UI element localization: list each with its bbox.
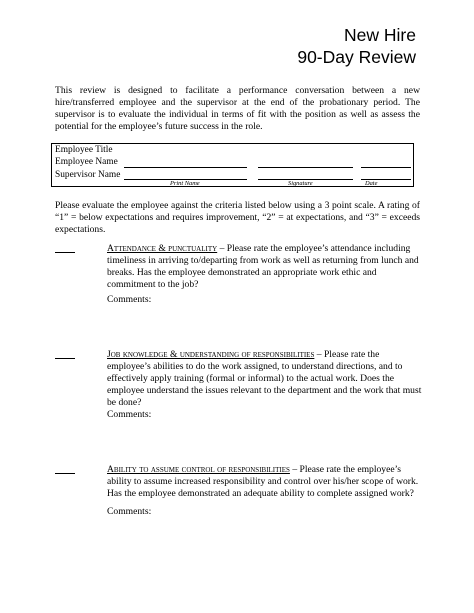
criterion-heading: Ability to assume control of responsibilities [107, 464, 290, 475]
document-title [297, 24, 416, 68]
print-name-caption: Print Name [170, 180, 200, 187]
signature-caption: Signature [288, 180, 313, 187]
employee-info-box [51, 143, 414, 187]
rating-blank-job-knowledge[interactable] [55, 358, 75, 359]
criterion-description: – Please rate the employee’s abilities to do the work assigned, to understand directions, and to effectively apply training (formal or informal) to the actual work. Does the employee understand the issues relevant to the department and the work that must be done? [107, 349, 422, 409]
employee-name-date-line[interactable] [361, 167, 411, 168]
comments-label: Comments: [107, 506, 152, 517]
criterion-heading: Job knowledge & understanding of responsibilities [107, 349, 315, 360]
criterion-job-knowledge [55, 349, 420, 429]
employee-name-label: Employee Name [55, 157, 118, 167]
employee-title-label: Employee Title [55, 145, 113, 155]
criterion-heading: Attendance & punctuality [107, 243, 218, 254]
criterion-text [107, 349, 425, 409]
criterion-text [107, 464, 425, 500]
employee-name-signature-line[interactable] [258, 167, 353, 168]
criterion-description: – Please rate the employee’s attendance including timeliness in arriving to/departing from work as well as returning from lunch and breaks. Has the employee demonstrated an appropriate work ethic and commitment to the job? [107, 243, 419, 291]
title-line-2: 90-Day Review [297, 47, 416, 67]
criterion-text [107, 243, 425, 291]
comments-label: Comments: [107, 294, 152, 305]
criterion-ability-control [55, 464, 420, 524]
intro-paragraph: This review is designed to facilitate a performance conversation between a new hire/transferred employee and the supervisor at the end of the probationary period. The supervisor is to evaluate the individual in terms of fit with the position as well as assess the potential for the employee’s future success in the role. [55, 85, 420, 133]
rating-blank-attendance[interactable] [55, 252, 75, 253]
comments-label: Comments: [107, 409, 152, 420]
employee-name-print-line[interactable] [124, 167, 247, 168]
title-line-1: New Hire [344, 25, 416, 45]
criterion-attendance [55, 243, 420, 323]
date-caption: Date [365, 180, 378, 187]
supervisor-name-label: Supervisor Name [55, 170, 121, 180]
rating-instructions: Please evaluate the employee against the criteria listed below using a 3 point scale. A rating of “1” = below expectations and requires improvement, “2” = at expectations, and “3” = exceeds expectations. [55, 200, 420, 236]
rating-blank-ability-control[interactable] [55, 473, 75, 474]
criterion-description: – Please rate the employee’s ability to assume increased responsibility and control over his/her scope of work. Has the employee demonstrated an adequate ability to complete assigned work? [107, 464, 419, 500]
